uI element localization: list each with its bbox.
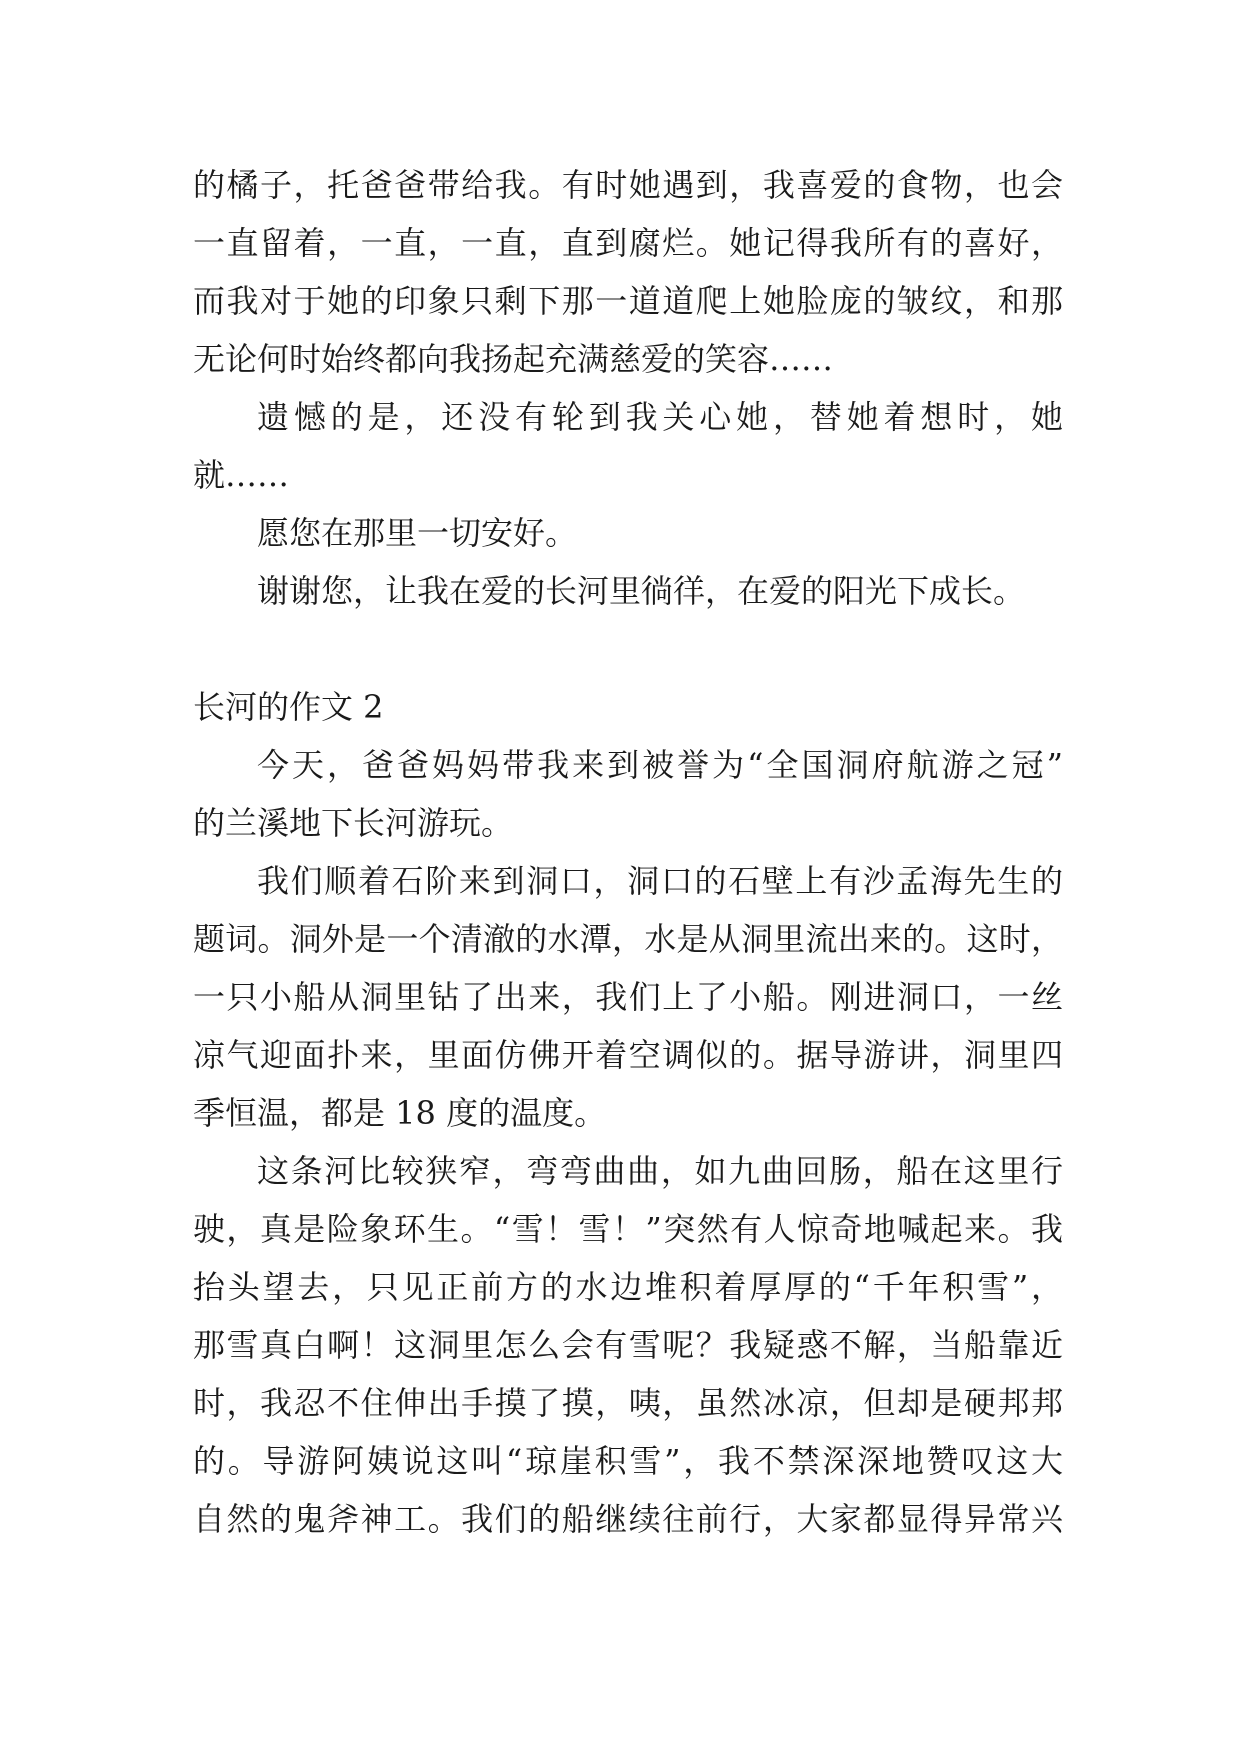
text-line: 无论何时始终都向我扬起充满慈爱的笑容…… [193,340,834,378]
paragraph [193,562,1063,620]
text-line: 抬头望去，只见正前方的水边堆积着厚厚的“千年积雪”， [193,1268,1063,1306]
text-line: 一直留着，一直，一直，直到腐烂。她记得我所有的喜好， [193,224,1063,262]
paragraph [193,852,1063,1142]
text-line: 愿您在那里一切安好。 [257,514,578,552]
document-body [193,156,1063,1548]
text-line: 谢谢您，让我在爱的长河里徜徉，在爱的阳光下成长。 [257,572,1026,610]
text-line: 那雪真白啊！这洞里怎么会有雪呢？我疑惑不解，当船靠近 [193,1326,1063,1364]
text-line: 这条河比较狭窄，弯弯曲曲，如九曲回肠，船在这里行 [257,1152,1063,1190]
text-line: 的。导游阿姨说这叫“琼崖积雪”，我不禁深深地赞叹这大 [193,1442,1063,1480]
section-title: 长河的作文 2 [193,688,384,726]
text-line: 今天，爸爸妈妈带我来到被誉为“全国洞府航游之冠” [257,746,1063,784]
paragraph [193,504,1063,562]
text-line: 就…… [193,456,290,494]
paragraph [193,388,1063,504]
paragraph [193,156,1063,388]
text-line: 时，我忍不住伸出手摸了摸，咦，虽然冰凉，但却是硬邦邦 [193,1384,1063,1422]
text-line: 遗憾的是，还没有轮到我关心她，替她着想时，她 [257,398,1063,436]
paragraph [193,1142,1063,1548]
text-line: 的橘子，托爸爸带给我。有时她遇到，我喜爱的食物，也会 [193,166,1063,204]
text-line: 而我对于她的印象只剩下那一道道爬上她脸庞的皱纹，和那 [193,282,1063,320]
text-line: 我们顺着石阶来到洞口，洞口的石壁上有沙孟海先生的 [257,862,1063,900]
text-line: 自然的鬼斧神工。我们的船继续往前行，大家都显得异常兴 [193,1500,1063,1538]
text-line: 驶，真是险象环生。“雪！雪！”突然有人惊奇地喊起来。我 [193,1210,1063,1248]
text-line: 凉气迎面扑来，里面仿佛开着空调似的。据导游讲，洞里四 [193,1036,1063,1074]
text-line: 季恒温，都是 18 度的温度。 [193,1094,607,1132]
text-line: 题词。洞外是一个清澈的水潭，水是从洞里流出来的。这时， [193,920,1063,958]
paragraph [193,736,1063,852]
section-gap [193,620,1063,678]
text-line: 一只小船从洞里钻了出来，我们上了小船。刚进洞口，一丝 [193,978,1063,1016]
text-line: 的兰溪地下长河游玩。 [193,804,514,842]
